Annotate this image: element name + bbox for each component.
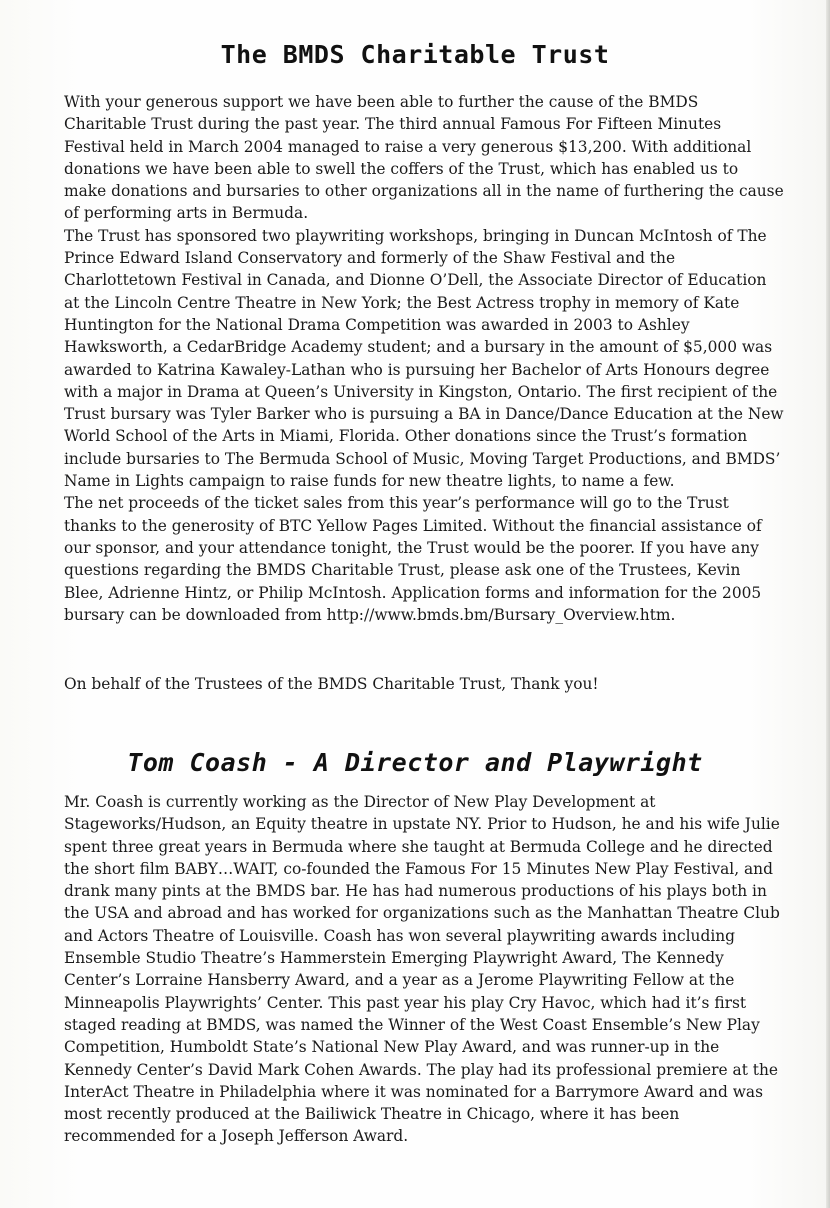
- coash-section-title: Tom Coash - A Director and Playwright: [127, 748, 703, 777]
- coash-section-body: [64, 791, 784, 1148]
- trust-paragraph-1: With your generous support we have been able to further the cause of the BMDS Charitable Trust during the past year. The third annual Famous For Fifteen Minutes Festival held in March 2004 managed to raise a very generous $13,200. With additional donations we have been able to swell the coffers of the Trust, which has enabled us to make donations and bursaries to other organizations all in the name of furthering the cause of performing arts in Bermuda.: [64, 93, 784, 223]
- trust-paragraph-2: The Trust has sponsored two playwriting workshops, bringing in Duncan McIntosh of The Prince Edward Island Conservatory and formerly of the Shaw Festival and the Charlottetown Festival in Canada, and Dionne O’Dell, the Associate Director of Education at the Lincoln Centre Theatre in New York; the Best Actress trophy in memory of Kate Huntington for the National Drama Competition was awarded in 2003 to Ashley Hawksworth, a CedarBridge Academy student; and a bursary in the amount of $5,000 was awarded to Katrina Kawaley-Lathan who is pursuing her Bachelor of Arts Honours degree with a major in Drama at Queen’s University in Kingston, Ontario. The first recipient of the Trust bursary was Tyler Barker who is pursuing a BA in Dance/Dance Education at the New World School of the Arts in Miami, Florida. Other donations since the Trust’s formation include bursaries to The Bermuda School of Music, Moving Target Productions, and BMDS’ Name in Lights campaign to raise funds for new theatre lights, to name a few.: [64, 226, 784, 491]
- trust-paragraph-3: The net proceeds of the ticket sales from this year’s performance will go to the Trust thanks to the generosity of BTC Yellow Pages Limited. Without the financial assistance of our sponsor, and your attendance tonight, the Trust would be the poorer. If you have any questions regarding the BMDS Charitable Trust, please ask one of the Trustees, Kevin Blee, Adrienne Hintz, or Philip McIntosh. Application forms and information for the 2005 bursary can be downloaded from http://www.bmds.bm/Bursary_Overview.htm.: [64, 494, 762, 624]
- trust-closing-line: On behalf of the Trustees of the BMDS Charitable Trust, Thank you!: [64, 675, 599, 693]
- trust-section-title: The BMDS Charitable Trust: [220, 40, 610, 69]
- trust-section-body: [64, 91, 784, 626]
- coash-paragraph: Mr. Coash is currently working as the Director of New Play Development at Stageworks/Hudson, an Equity theatre in upstate NY. Prior to Hudson, he and his wife Julie spent three great years in Bermuda where she taught at Bermuda College and he directed the short film BABY…WAIT, co-founded the Famous For 15 Minutes New Play Festival, and drank many pints at the BMDS bar. He has had numerous productions of his plays both in the USA and abroad and has worked for organizations such as the Manhattan Theatre Club and Actors Theatre of Louisville. Coash has won several playwriting awards including Ensemble Studio Theatre’s Hammerstein Emerging Playwright Award, The Kennedy Center’s Lorraine Hansberry Award, and a year as a Jerome Playwriting Fellow at the Minneapolis Playwrights’ Center. This past year his play Cry Havoc, which had it’s first staged reading at BMDS, was named the Winner of the West Coast Ensemble’s New Play Competition, Humboldt State’s National New Play Award, and was runner-up in the Kennedy Center’s David Mark Cohen Awards. The play had its professional premiere at the InterAct Theatre in Philadelphia where it was nominated for a Barrymore Award and was most recently produced at the Bailiwick Theatre in Chicago, where it has been recommended for a Joseph Jefferson Award.: [64, 793, 780, 1146]
